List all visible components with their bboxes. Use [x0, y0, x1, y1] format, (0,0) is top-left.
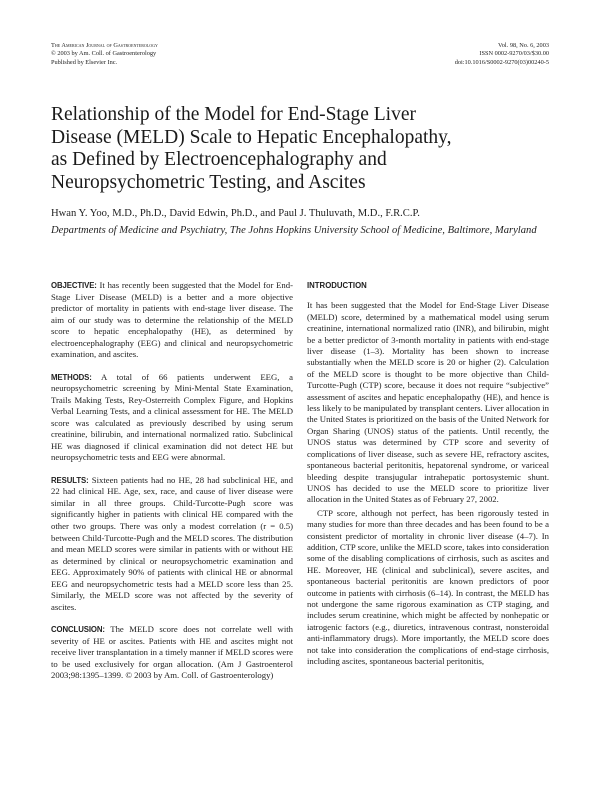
journal-header — [51, 42, 158, 67]
abstract — [51, 280, 293, 693]
affiliation: Departments of Medicine and Psychiatry, The Johns Hopkins University School of Medicine, Baltimore, Maryland — [51, 225, 537, 236]
abstract-conclusion — [51, 624, 293, 682]
results-heading: RESULTS: — [51, 475, 89, 485]
methods-heading: METHODS: — [51, 372, 92, 382]
results-text: Sixteen patients had no HE, 28 had subclinical HE, and 22 had clinical HE. Age, sex, race, and cause of liver disease were similar in all three groups. Child-Turcotte-Pugh score was significantly higher in patients with clinical HE compared with the other two groups. There was only a modest correlation (r = 0.5) between Child-Turcotte-Pugh and the MELD scores. The distribution and mean MELD scores were similar in patients with or without HE as determined by clinical or neuropsychometric examination and EEG. Approximately 90% of patients with clinical HE or abnormal EEG and neuropsychometric tests had a MELD score less than 25. Similarly, the MELD score was not affected by the severity of ascites. — [51, 474, 293, 612]
intro-paragraph-2: CTP score, although not perfect, has been rigorously tested in many studies for more than three decades and has been found to be a consistent predictor of mortality in chronic liver disease (4–7). In addition, CTP score, unlike the MELD score, takes into consideration some of the disabling complications of cirrhosis, such as ascites and HE. Moreover, HE (clinical and subclinical), severe ascites, and spontaneous bacterial peritonitis are known predictors of poor outcome in patients with cirrhosis (6–14). In contrast, the MELD has not undergone the same rigorous examination as CTP staging, and includes serum creatinine, which might be affected by nonhepatic or iatrogenic factors (e.g., diuretics, intravenous contrast, nonsteroidal anti-inflammatory drugs). More importantly, the MELD score does not take into consideration the complications of end-stage cirrhosis, including ascites, spontaneous bacterial peritonitis, — [307, 507, 549, 666]
title-line: Disease (MELD) Scale to Hepatic Encephalopathy, — [51, 126, 452, 148]
issue-info — [455, 42, 549, 67]
introduction-heading: INTRODUCTION — [307, 281, 367, 290]
article-title — [51, 104, 551, 194]
conclusion-heading: CONCLUSION: — [51, 625, 105, 635]
abstract-objective — [51, 280, 293, 361]
issn-line: ISSN 0002-9270/03/$30.00 — [479, 50, 549, 58]
copyright-line: © 2003 by Am. Coll. of Gastroenterology — [51, 50, 157, 58]
objective-heading: OBJECTIVE: — [51, 281, 97, 290]
volume-line: Vol. 98, No. 6, 2003 — [498, 42, 549, 49]
title-line: Relationship of the Model for End-Stage Liver — [51, 104, 416, 125]
author-list: Hwan Y. Yoo, M.D., Ph.D., David Edwin, Ph.D., and Paul J. Thuluvath, M.D., F.R.C.P. — [51, 208, 420, 219]
abstract-results — [51, 475, 293, 614]
doi-line: doi:10.1016/S0002-9270(03)00240-5 — [454, 58, 549, 66]
abstract-methods — [51, 372, 293, 464]
objective-text: It has recently been suggested that the Model for End-Stage Liver Disease (MELD) is a better and a more objective predictor of mortality in patients with end-stage liver disease. The aim of our study was to determine the relationship of the MELD score to hepatic encephalopathy (HE), as determined by electroencephalography (EEG) and clinical and neuropsychometric examination, and ascites. — [51, 280, 293, 360]
introduction-section — [307, 280, 549, 667]
journal-name: The American Journal of Gastroenterology — [51, 42, 158, 49]
title-line: Neuropsychometric Testing, and Ascites — [51, 171, 366, 193]
conclusion-text: The MELD score does not correlate well with severity of HE or ascites. Patients with HE and ascites might not receive liver transplantation in a timely manner if MELD scores were to be used exclusively for organ allocation. (Am J Gastroenterol 2003;98:1395–1399. © 2003 by Am. Coll. of Gastroenterology) — [51, 624, 293, 681]
methods-text: A total of 66 patients underwent EEG, a neuropsychometric screening by Mini-Mental State Examination, Trails Making Tests, Rey-Osterreith Complex Figure, and Hopkins Verbal Learning Tests, and a clinical assessment for HE. The MELD score was calculated as previously described by using serum creatinine, bilirubin, and international normalized ratio. Subclinical HE was diagnosed if clinical examination did not detect HE but neuropsychometric tests and EEG were abnormal. — [51, 371, 293, 463]
publisher-line: Published by Elsevier Inc. — [51, 58, 118, 66]
title-line: as Defined by Electroencephalography and — [51, 149, 387, 170]
intro-paragraph-1: It has been suggested that the Model for End-Stage Liver Disease (MELD) score, determined by a mathematical model using serum creatinine, international normalized ratio (INR), and bilirubin, might be a better predictor of 3-month mortality in patients with end-stage liver disease (1–3). Mortality has been shown to increase substantially when the MELD score is 20 or higher (2). Calculation of the MELD score is thought to be more objective than Child-Turcotte-Pugh (CTP) score, because it does not require “subjective” assessment of ascites and hepatic encephalopathy (HE), and hence is less likely to be manipulated by transplant centers. Liver allocation in the United States is prioritized on the basis of the United Network for Organ Sharing (UNOS) status of the patients. Until recently, the UNOS status was determined by CTP score and severity of complications of liver disease, such as severe HE, refractory ascites, spontaneous bacterial peritonitis, hepatorenal syndrome, or variceal bleeding despite transjugular intrahepatic portosystemic shunt. UNOS has decided to use the MELD score to prioritize liver allocation in the United States as of February 27, 2002. — [307, 300, 549, 505]
